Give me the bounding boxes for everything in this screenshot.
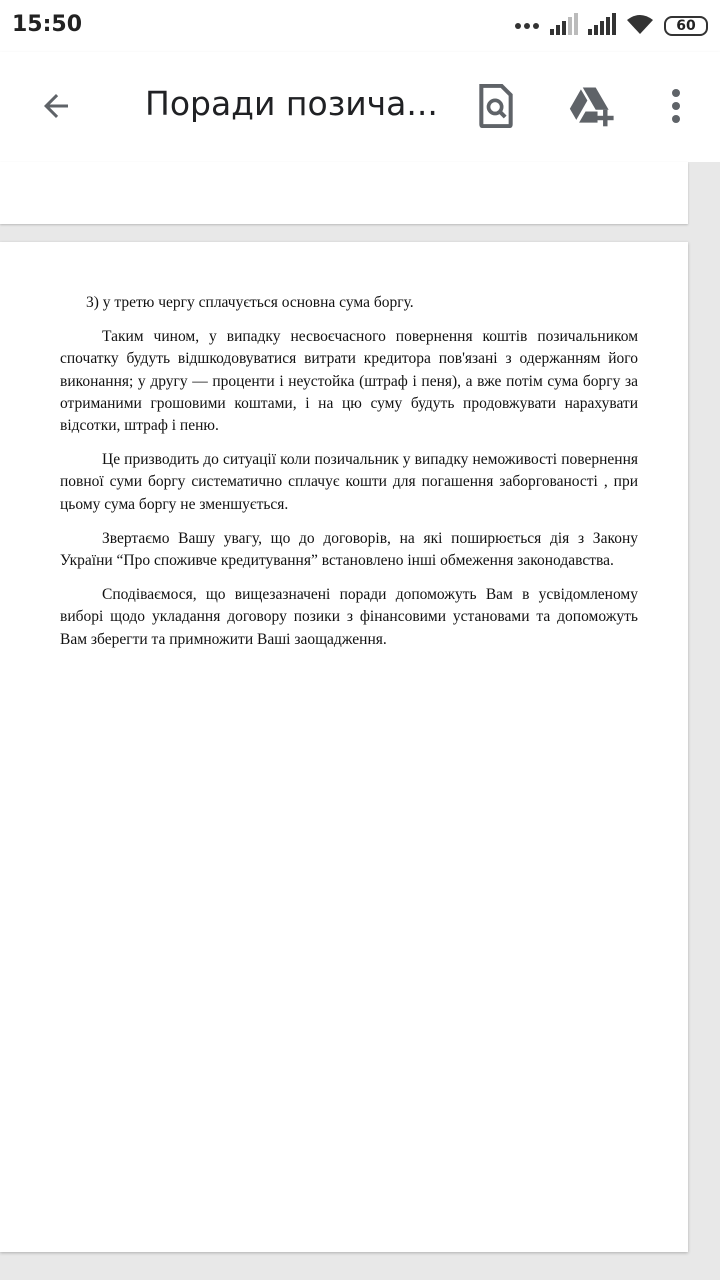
paragraph: Звертаємо Вашу увагу, що до договорів, на які поширюється дія з Закону України “Про споживче кредитування” встановлено інші обмеження законодавства. bbox=[60, 529, 638, 570]
document-page bbox=[0, 242, 688, 1252]
document-viewer[interactable] bbox=[0, 162, 720, 1280]
back-button[interactable] bbox=[30, 82, 82, 134]
battery-icon bbox=[664, 16, 708, 36]
add-to-drive-icon bbox=[568, 85, 616, 132]
find-in-page-icon bbox=[476, 84, 516, 133]
signal-icon bbox=[550, 13, 578, 40]
app-bar bbox=[0, 52, 720, 162]
more-options-button[interactable] bbox=[648, 80, 704, 136]
status-bar bbox=[0, 0, 720, 52]
wifi-icon bbox=[626, 13, 654, 40]
add-to-drive-button[interactable] bbox=[564, 80, 620, 136]
status-time: 15:50 bbox=[12, 12, 83, 37]
paragraph: 3) у третю чергу сплачується основна сума боргу. bbox=[86, 294, 414, 311]
previous-page bbox=[0, 162, 688, 224]
document-title: Поради позича... bbox=[145, 84, 438, 123]
paragraph: Таким чином, у випадку несвоєчасного повернення коштів позичальником спочатку будуть відшкодовуватися витрати кредитора пов'язані з одержанням його виконання; у другу — проценти і неустойка (штраф і пеня), а вже потім сума боргу за отриманими грошовими коштами, і на цю суму будуть продовжувати нарахувати відсотки, штраф і пеню. bbox=[60, 328, 638, 435]
status-icons bbox=[514, 12, 708, 40]
signal-icon bbox=[588, 13, 616, 40]
more-vert-icon bbox=[670, 88, 682, 129]
paragraph: Це призводить до ситуації коли позичальник у випадку неможивості повернення повної суми боргу систематично сплачує кошти для погашення заборгованості , при цьому сума боргу не зменшується. bbox=[60, 451, 638, 513]
paragraph: Сподіваємося, що вищезазначені поради допоможуть Вам в усвідомленому виборі щодо укладання договору позики з фінансовими установами та допоможуть Вам зберегти та примножити Ваші заощадження. bbox=[60, 586, 638, 648]
arrow-back-icon bbox=[38, 88, 74, 129]
find-in-page-button[interactable] bbox=[468, 80, 524, 136]
battery-level: 60 bbox=[676, 18, 696, 34]
more-dots-icon bbox=[514, 17, 540, 35]
page-content bbox=[60, 292, 638, 663]
